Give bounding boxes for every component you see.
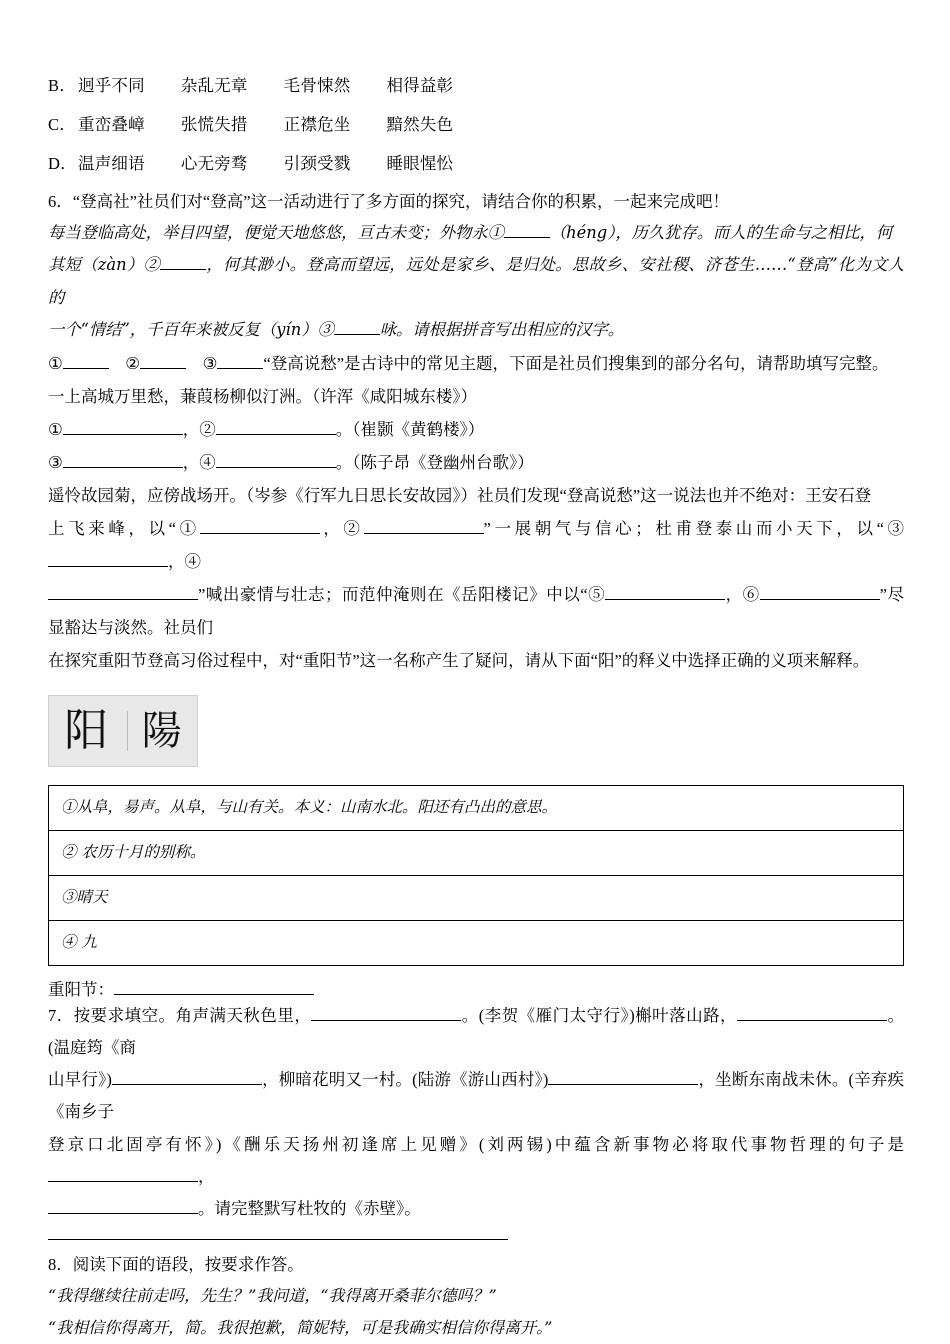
q7-l1-a: 7．按要求填空。角声满天秋色里， bbox=[48, 1005, 312, 1025]
q6-blank-3[interactable] bbox=[334, 334, 380, 335]
option-c-seg-2: 张慌失措 bbox=[180, 115, 248, 134]
q6-paragraph-5 bbox=[48, 512, 904, 578]
option-b-seg-1: 迥乎不同 bbox=[78, 76, 145, 95]
q7-line-1 bbox=[48, 1000, 904, 1064]
option-c-seg-4: 黯然失色 bbox=[386, 115, 454, 134]
q6-paragraph-3 bbox=[48, 314, 904, 347]
q6-chenziang-a: ③ bbox=[48, 452, 63, 472]
q7-l2-a: 山早行》) bbox=[48, 1070, 112, 1090]
q6-fill-blank-1[interactable] bbox=[63, 368, 109, 369]
q7-l3-b: ， bbox=[198, 1166, 215, 1186]
option-row-c[interactable] bbox=[48, 111, 904, 135]
q7-line-4 bbox=[48, 1193, 904, 1225]
option-d-seg-2: 心无旁骛 bbox=[180, 154, 248, 173]
q6-cuihao-blank-2[interactable] bbox=[216, 434, 336, 435]
q6-chenziang-blank-1[interactable] bbox=[63, 467, 183, 468]
q6-paragraph-2 bbox=[48, 249, 904, 314]
q8-quote-2: “我相信你得离开，简。我很抱歉，简妮特，可是我确实相信你得离开。” bbox=[48, 1317, 553, 1337]
q6-fill-blank-2[interactable] bbox=[140, 368, 186, 369]
q6-chenziang-c: 。（陈子昂《登幽州台歌》） bbox=[335, 452, 534, 472]
q6-chenziang-b: ，④ bbox=[182, 452, 216, 472]
definition-4: ④ 九 bbox=[49, 920, 904, 965]
option-c-seg-3: 正襟危坐 bbox=[283, 115, 351, 134]
option-d-seg-4: 睡眼惺忪 bbox=[386, 154, 454, 173]
q6-cuihao-blank-1[interactable] bbox=[63, 434, 183, 435]
q6-paragraph-6 bbox=[48, 578, 904, 644]
q6-p6-b: ，⑥ bbox=[725, 584, 760, 604]
table-row bbox=[49, 785, 904, 830]
table-row bbox=[49, 875, 904, 920]
q8-quote-1: “我得继续往前走吗，先生？”我问道，“我得离开桑菲尔德吗？” bbox=[48, 1285, 497, 1305]
q6-quote-chenziang bbox=[48, 446, 904, 479]
q7-l2-b: ，柳暗花明又一村。(陆游《游山西村》) bbox=[261, 1070, 549, 1090]
q6-quote-cuihao bbox=[48, 413, 904, 446]
q6-quote-xuhun: 一上高城万里愁，蒹葭杨柳似汀洲。（许浑《咸阳城东楼》） bbox=[48, 386, 477, 406]
definition-1: ①从阜，昜声。从阜，与山有关。本义：山南水北。阳还有凸出的意思。 bbox=[49, 785, 904, 830]
q6-p6-blank-1[interactable] bbox=[605, 599, 725, 600]
q7-blank-2[interactable] bbox=[737, 1020, 887, 1021]
glyph-modern-yang: 阳 bbox=[64, 704, 109, 756]
option-b-seg-3: 毛骨悚然 bbox=[283, 76, 351, 95]
q6-p5-blank-2[interactable] bbox=[364, 533, 484, 534]
q6-paragraph-1 bbox=[48, 217, 904, 250]
q6-p1-text-b: （héng），历久犹存。而人的生命与之相比，何 bbox=[549, 222, 893, 242]
q7-blank-4[interactable] bbox=[548, 1084, 698, 1085]
q6-paragraph-4: 遥怜故园菊，应傍战场开。（岑参《行军九日思长安故园》）社员们发现“登高说愁”这一说法也并不绝对：王安石登 bbox=[48, 485, 872, 505]
option-b-seg-4: 相得益彰 bbox=[386, 76, 454, 95]
q6-answer-row bbox=[48, 976, 904, 1000]
definition-2: ② 农历十月的别称。 bbox=[49, 830, 904, 875]
question-6-stem: 6．“登高社”社员们对“登高”这一活动进行了多方面的探究，请结合你的积累，一起来完成吧！ bbox=[48, 192, 730, 211]
definition-table bbox=[48, 785, 904, 966]
q7-l4-a: 。请完整默写杜牧的《赤壁》。 bbox=[198, 1198, 421, 1218]
q6-p5-b: ，② bbox=[319, 518, 364, 538]
question-8-stem: 8．阅读下面的语段，按要求作答。 bbox=[48, 1255, 304, 1275]
q6-fill-label-1: ① bbox=[48, 353, 63, 373]
option-c-seg-1: 重峦叠嶂 bbox=[78, 115, 145, 134]
q6-p2-text-b: ，何其渺小。登高而望远，远处是家乡、是归处。思故乡、安社稷、济苍生……“登高”化为文人的 bbox=[48, 255, 904, 307]
q6-cuihao-a: ① bbox=[48, 419, 63, 439]
q6-answer-label: 重阳节： bbox=[48, 979, 114, 999]
q7-l3-a: 登京口北固亭有怀》)《酬乐天扬州初逢席上见赠》(刘两锡)中蕴含新事物必将取代事物哲理的句子是 bbox=[48, 1134, 904, 1154]
option-letter-c: C． bbox=[48, 115, 76, 134]
option-row-b[interactable] bbox=[48, 72, 904, 96]
option-row-d[interactable] bbox=[48, 150, 904, 174]
q7-blank-5[interactable] bbox=[48, 1181, 198, 1182]
q6-answer-blank[interactable] bbox=[114, 994, 314, 995]
q6-blank-1[interactable] bbox=[504, 237, 550, 238]
q7-blank-1[interactable] bbox=[311, 1020, 461, 1021]
q6-p5-a: 上飞来峰，以“① bbox=[48, 518, 200, 538]
table-row bbox=[49, 920, 904, 965]
q6-p5-d: ，④ bbox=[168, 551, 201, 571]
q6-p1-text-a: 每当登临高处，举目四望，便觉天地悠悠，亘古未变；外物永① bbox=[48, 222, 504, 242]
option-d-seg-3: 引颈受戮 bbox=[283, 154, 351, 173]
option-letter-b: B． bbox=[48, 76, 76, 95]
option-d-seg-1: 温声细语 bbox=[78, 154, 145, 173]
glyph-seal-yang: 陽 bbox=[127, 711, 182, 751]
option-b-seg-2: 杂乱无章 bbox=[180, 76, 248, 95]
q7-l1-c: 。(温庭筠《商 bbox=[48, 1005, 905, 1058]
q7-l1-b: 。(李贺《雁门太守行》)槲叶落山路， bbox=[461, 1005, 738, 1025]
answer-rule[interactable] bbox=[48, 1239, 508, 1240]
q6-p6-blank-0[interactable] bbox=[48, 599, 198, 600]
q6-fill-label-3: ③ bbox=[202, 353, 218, 373]
q6-p5-blank-1[interactable] bbox=[200, 533, 320, 534]
q6-p6-c: ”尽显豁达与淡然。社员们 bbox=[48, 584, 904, 637]
q6-p3-text-b: 咏。请根据拼音写出相应的汉字。 bbox=[379, 320, 624, 340]
q6-fill-text: “登高说愁”是古诗中的常见主题，下面是社员们搜集到的部分名句，请帮助填写完整。 bbox=[263, 353, 889, 373]
q6-p3-text-a: 一个“情结”，千百年来被反复（yín）③ bbox=[48, 320, 334, 340]
q6-p6-blank-2[interactable] bbox=[760, 599, 880, 600]
q6-fill-row bbox=[48, 347, 904, 380]
table-row bbox=[49, 830, 904, 875]
q6-blank-2[interactable] bbox=[160, 269, 206, 270]
q7-line-2 bbox=[48, 1064, 904, 1128]
character-image bbox=[48, 695, 198, 767]
q6-p6-a: ”喊出豪情与壮志；而范仲淹则在《岳阳楼记》中以“⑤ bbox=[198, 584, 606, 604]
q6-fill-label-2: ② bbox=[125, 353, 141, 373]
question-7 bbox=[48, 1000, 904, 1225]
q6-p2-text-a: 其短（zàn）② bbox=[48, 255, 161, 275]
q6-paragraph-7: 在探究重阳节登高习俗过程中，对“重阳节”这一名称产生了疑问，请从下面“阳”的释义中选择正确的义项来解释。 bbox=[48, 650, 870, 670]
q6-p5-c: ”一展朝气与信心；杜甫登泰山而小天下，以“③ bbox=[483, 518, 905, 538]
option-letter-d: D． bbox=[48, 154, 77, 173]
page-content bbox=[48, 72, 904, 1344]
definition-3: ③晴天 bbox=[49, 875, 904, 920]
q6-cuihao-b: ，② bbox=[182, 419, 216, 439]
q7-blank-6[interactable] bbox=[48, 1213, 198, 1214]
q7-line-3 bbox=[48, 1129, 904, 1193]
q7-blank-3[interactable] bbox=[112, 1084, 262, 1085]
q6-chenziang-blank-2[interactable] bbox=[216, 467, 336, 468]
q6-cuihao-c: 。（崔颢《黄鹤楼》） bbox=[335, 419, 485, 439]
q6-p5-blank-3[interactable] bbox=[48, 566, 168, 567]
q7-l2-c: ，坐断东南战未休。(辛弃疾《南乡子 bbox=[48, 1070, 904, 1122]
q6-fill-blank-3[interactable] bbox=[217, 368, 263, 369]
